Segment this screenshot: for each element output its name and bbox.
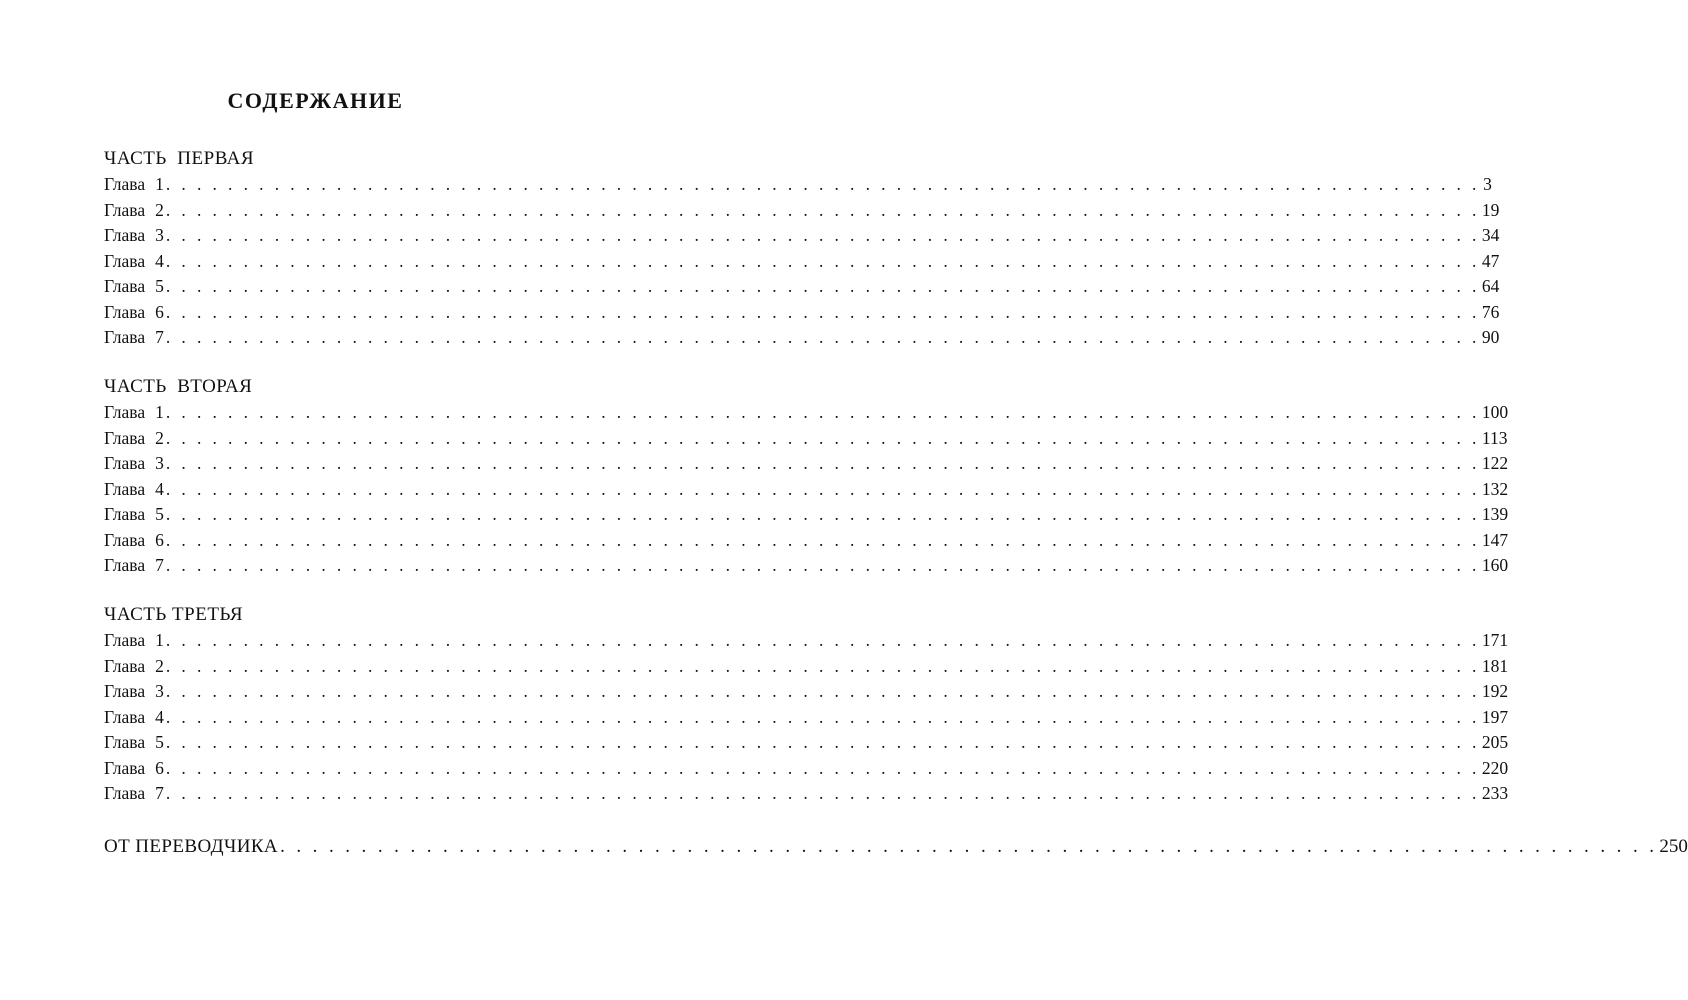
page-number: 34 (1481, 225, 1500, 245)
chapter-label: Глава (104, 250, 146, 271)
chapter-number: 2 (155, 655, 164, 676)
dot-leader: . . . . . . . . . . . . . . . . . . . . . . . . . . . . . . . . . . . . . . . . . . . . . . . . . . . . . . . . . . . . . . . . . . . . . . . . . . . . . . . . . . . . . (165, 681, 1480, 701)
part-heading: ЧАСТЬ ТРЕТЬЯ (104, 604, 244, 625)
dot-leader: . . . . . . . . . . . . . . . . . . . . . . . . . . . . . . . . . . . . . . . . . . . . . . . . . . . . . . . . . . . . . . . . . . . . . . . . . . . . . . . . . . . . . (165, 732, 1480, 752)
dot-leader: . . . . . . . . . . . . . . . . . . . . . . . . . . . . . . . . . . . . . . . . . . . . . . . . . . . . . . . . . . . . . . . . . . . . . . . . . . . . . . . . . . . . . (165, 706, 1480, 727)
toc-entry[interactable] (104, 528, 1509, 554)
toc-entry[interactable] (104, 654, 1509, 680)
chapter-label: Глава (104, 529, 146, 550)
page-number: 132 (1481, 478, 1509, 499)
toc-afterword (104, 834, 1688, 860)
dot-leader: . . . . . . . . . . . . . . . . . . . . . . . . . . . . . . . . . . . . . . . . . . . . . . . . . . . . . . . . . . . . . . . . . . . . . . . . . . . . . . . . . . . . . (165, 555, 1480, 575)
chapter-number: 3 (155, 225, 164, 245)
page-number: 147 (1481, 529, 1509, 550)
dot-leader: . . . . . . . . . . . . . . . . . . . . . . . . . . . . . . . . . . . . . . . . . . . . . . . . . . . . . . . . . . . . . . . . . . . . . . . . . . . . . . . . . . . . . (165, 529, 1480, 550)
toc-entry[interactable] (104, 451, 1509, 477)
toc-entry[interactable] (104, 400, 1509, 426)
chapter-label: Глава (104, 732, 146, 752)
chapter-number: 7 (155, 555, 164, 575)
toc-entry-afterword[interactable] (104, 834, 1688, 860)
chapter-label: Глава (104, 757, 146, 778)
page-number: 47 (1481, 250, 1500, 271)
toc-entry[interactable] (104, 756, 1509, 782)
dot-leader: . . . . . . . . . . . . . . . . . . . . . . . . . . . . . . . . . . . . . . . . . . . . . . . . . . . . . . . . . . . . . . . . . . . . . . . . . . . . . . . . . . . . . (165, 630, 1480, 650)
chapter-label: Глава (104, 453, 146, 473)
toc-entry[interactable] (104, 628, 1509, 654)
chapter-number: 4 (155, 706, 164, 727)
chapter-number: 2 (155, 199, 164, 220)
toc-entry[interactable] (104, 223, 1500, 249)
dot-leader: . . . . . . . . . . . . . . . . . . . . . . . . . . . . . . . . . . . . . . . . . . . . . . . . . . . . . . . . . . . . . . . . . . . . . . . . . . . . . . . . . . . . . (165, 174, 1480, 194)
page-number: 233 (1481, 783, 1509, 803)
page-number: 192 (1481, 681, 1509, 701)
dot-leader: . . . . . . . . . . . . . . . . . . . . . . . . . . . . . . . . . . . . . . . . . . . . . . . . . . . . . . . . . . . . . . . . . . . . . . . . . . . . . . . . . . . . . (165, 327, 1480, 347)
chapter-number: 3 (155, 453, 164, 473)
chapter-number: 7 (155, 327, 164, 347)
chapter-number: 1 (155, 402, 164, 422)
chapter-number: 4 (155, 250, 164, 271)
chapter-label: Глава (104, 427, 146, 448)
toc-entry[interactable] (104, 249, 1500, 275)
chapter-label: Глава (104, 681, 146, 701)
toc-entry[interactable] (104, 553, 1509, 579)
chapter-label: Глава (104, 199, 146, 220)
chapter-label: Глава (104, 225, 146, 245)
page-number: 220 (1481, 757, 1509, 778)
chapter-number: 6 (155, 301, 164, 322)
toc-entry[interactable] (104, 705, 1509, 731)
page-number: 113 (1481, 427, 1508, 448)
toc-entry[interactable] (104, 198, 1500, 224)
page-number: 19 (1481, 199, 1500, 220)
page-number: 171 (1481, 630, 1509, 650)
page-number: 160 (1481, 555, 1509, 575)
dot-leader: . . . . . . . . . . . . . . . . . . . . . . . . . . . . . . . . . . . . . . . . . . . . . . . . . . . . . . . . . . . . . . . . . . . . . . . . . . . . . . . . . . . . . (165, 301, 1480, 322)
toc-entry[interactable] (104, 300, 1500, 326)
dot-leader: . . . . . . . . . . . . . . . . . . . . . . . . . . . . . . . . . . . . . . . . . . . . . . . . . . . . . . . . . . . . . . . . . . . . . . . . . . . . . . . . . . . . . (165, 276, 1480, 296)
dot-leader: . . . . . . . . . . . . . . . . . . . . . . . . . . . . . . . . . . . . . . . . . . . . . . . . . . . . . . . . . . . . . . . . . . . . . . . . . . . . . . . . . . . . . (165, 757, 1480, 778)
toc-entry[interactable] (104, 502, 1509, 528)
toc-entry[interactable] (104, 274, 1500, 300)
page-number: 139 (1481, 504, 1509, 524)
chapter-number: 6 (155, 529, 164, 550)
chapter-label: Глава (104, 655, 146, 676)
dot-leader: . . . . . . . . . . . . . . . . . . . . . . . . . . . . . . . . . . . . . . . . . . . . . . . . . . . . . . . . . . . . . . . . . . . . . . . . . . . . . . . . . . . . . (280, 836, 1658, 857)
dot-leader: . . . . . . . . . . . . . . . . . . . . . . . . . . . . . . . . . . . . . . . . . . . . . . . . . . . . . . . . . . . . . . . . . . . . . . . . . . . . . . . . . . . . . (165, 199, 1480, 220)
chapter-number: 5 (155, 732, 164, 752)
chapter-number: 1 (155, 630, 164, 650)
chapter-label: Глава (104, 301, 146, 322)
toc-entry[interactable] (104, 730, 1509, 756)
chapter-number: 7 (155, 783, 164, 803)
dot-leader: . . . . . . . . . . . . . . . . . . . . . . . . . . . . . . . . . . . . . . . . . . . . . . . . . . . . . . . . . . . . . . . . . . . . . . . . . . . . . . . . . . . . . (165, 427, 1480, 448)
chapter-number: 6 (155, 757, 164, 778)
chapter-number: 2 (155, 427, 164, 448)
page-number: 100 (1481, 402, 1509, 422)
toc-part-1 (104, 146, 1500, 351)
toc-entry[interactable] (104, 426, 1508, 452)
afterword-label: ОТ ПЕРЕВОДЧИКА (104, 836, 279, 857)
chapter-label: Глава (104, 478, 146, 499)
chapter-label: Глава (104, 783, 146, 803)
page-number: 64 (1481, 276, 1500, 296)
chapter-number: 4 (155, 478, 164, 499)
chapter-number: 5 (155, 504, 164, 524)
toc-part-2 (104, 374, 1509, 579)
chapter-label: Глава (104, 276, 146, 296)
chapter-number: 5 (155, 276, 164, 296)
dot-leader: . . . . . . . . . . . . . . . . . . . . . . . . . . . . . . . . . . . . . . . . . . . . . . . . . . . . . . . . . . . . . . . . . . . . . . . . . . . . . . . . . . . . . (165, 504, 1480, 524)
chapter-number: 1 (155, 174, 164, 194)
page-number: 3 (1483, 174, 1492, 194)
dot-leader: . . . . . . . . . . . . . . . . . . . . . . . . . . . . . . . . . . . . . . . . . . . . . . . . . . . . . . . . . . . . . . . . . . . . . . . . . . . . . . . . . . . . . (165, 250, 1480, 271)
toc-entry[interactable] (104, 325, 1500, 351)
page-number: 205 (1481, 732, 1509, 752)
page-number: 250 (1659, 836, 1688, 857)
part-heading: ЧАСТЬ ВТОРАЯ (104, 376, 253, 397)
page-number: 197 (1481, 706, 1509, 727)
toc-entry[interactable] (104, 172, 1492, 198)
part-heading: ЧАСТЬ ПЕРВАЯ (104, 148, 255, 169)
toc-part-3 (104, 602, 1509, 807)
page-number: 181 (1481, 655, 1509, 676)
page-number: 76 (1481, 301, 1500, 322)
toc-entry[interactable] (104, 679, 1509, 705)
dot-leader: . . . . . . . . . . . . . . . . . . . . . . . . . . . . . . . . . . . . . . . . . . . . . . . . . . . . . . . . . . . . . . . . . . . . . . . . . . . . . . . . . . . . . (165, 402, 1480, 422)
dot-leader: . . . . . . . . . . . . . . . . . . . . . . . . . . . . . . . . . . . . . . . . . . . . . . . . . . . . . . . . . . . . . . . . . . . . . . . . . . . . . . . . . . . . . (165, 655, 1480, 676)
chapter-label: Глава (104, 327, 146, 347)
toc-entry[interactable] (104, 477, 1509, 503)
chapter-label: Глава (104, 630, 146, 650)
dot-leader: . . . . . . . . . . . . . . . . . . . . . . . . . . . . . . . . . . . . . . . . . . . . . . . . . . . . . . . . . . . . . . . . . . . . . . . . . . . . . . . . . . . . . (165, 453, 1480, 473)
chapter-label: Глава (104, 174, 146, 194)
chapter-label: Глава (104, 402, 146, 422)
page-number: 90 (1481, 327, 1500, 347)
page-number: 122 (1481, 453, 1509, 473)
chapter-number: 3 (155, 681, 164, 701)
toc-entry[interactable] (104, 781, 1509, 807)
chapter-label: Глава (104, 504, 146, 524)
chapter-label: Глава (104, 555, 146, 575)
page-title: СОДЕРЖАНИЕ (227, 88, 404, 113)
dot-leader: . . . . . . . . . . . . . . . . . . . . . . . . . . . . . . . . . . . . . . . . . . . . . . . . . . . . . . . . . . . . . . . . . . . . . . . . . . . . . . . . . . . . . (165, 478, 1480, 499)
dot-leader: . . . . . . . . . . . . . . . . . . . . . . . . . . . . . . . . . . . . . . . . . . . . . . . . . . . . . . . . . . . . . . . . . . . . . . . . . . . . . . . . . . . . . (165, 225, 1480, 245)
chapter-label: Глава (104, 706, 146, 727)
dot-leader: . . . . . . . . . . . . . . . . . . . . . . . . . . . . . . . . . . . . . . . . . . . . . . . . . . . . . . . . . . . . . . . . . . . . . . . . . . . . . . . . . . . . . (165, 783, 1480, 803)
